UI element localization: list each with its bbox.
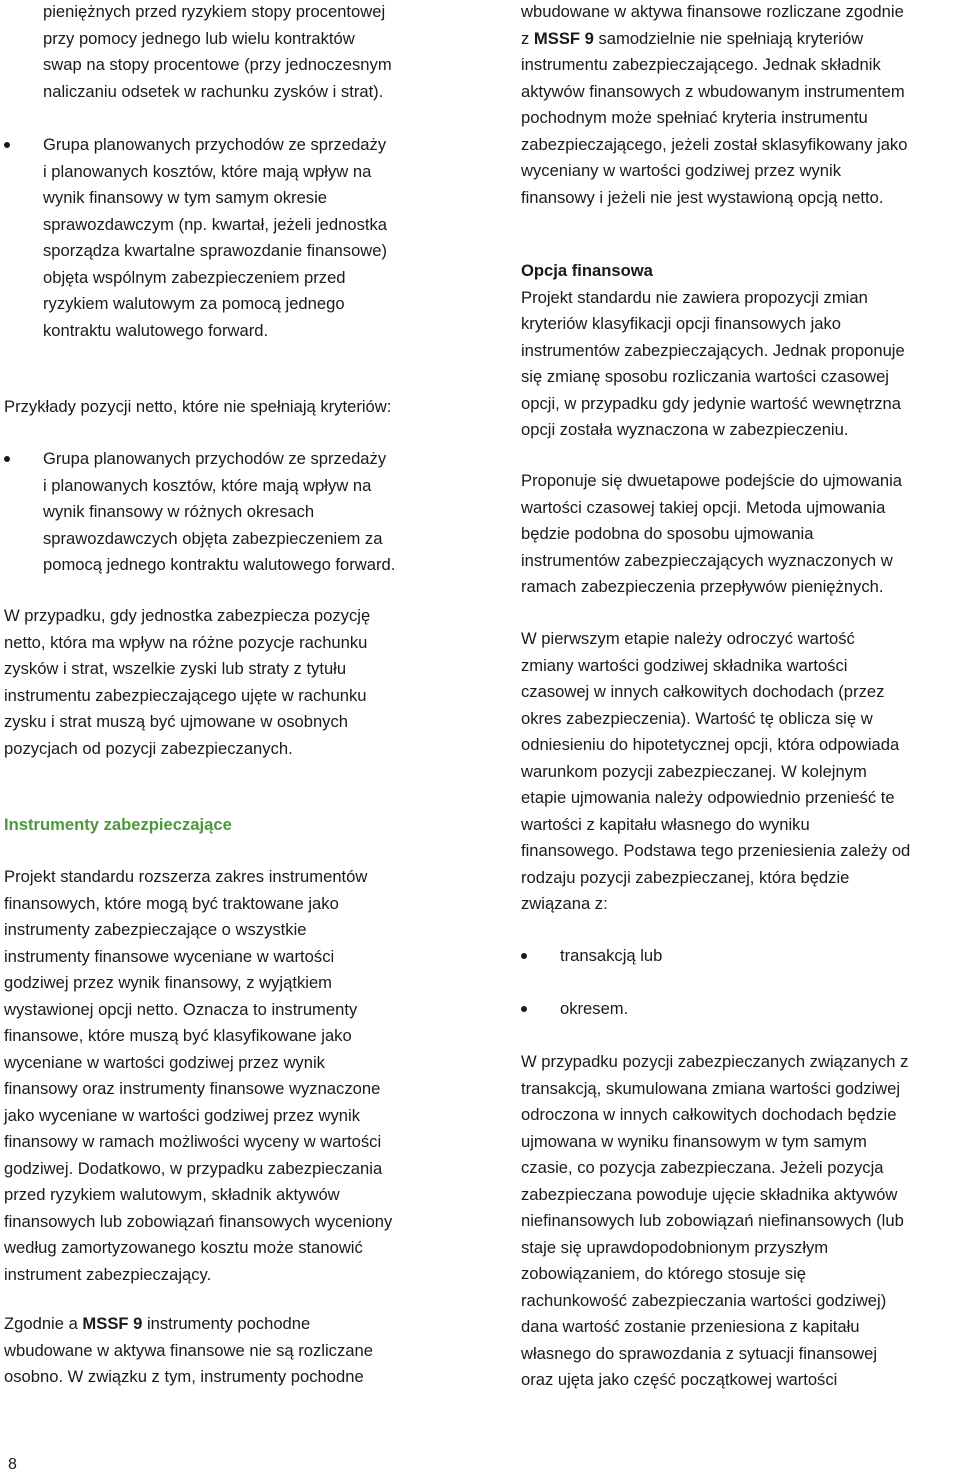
text-line: czasowej w innych całkowitych dochodach (przez xyxy=(521,682,885,701)
bullet-list-item xyxy=(4,446,395,579)
text-line: dana wartość zostanie przeniesiona z kapitału xyxy=(521,1317,860,1336)
text-line: wbudowane w aktywa finansowe nie są rozliczane xyxy=(4,1340,373,1360)
netto-examples-intro: Przykłady pozycji netto, które nie spełniają kryteriów: xyxy=(4,397,392,416)
text-line: osobno. W związku z tym, instrumenty pochodne xyxy=(4,1367,364,1386)
text-line: przed ryzykiem walutowym, składnik aktywów xyxy=(4,1185,340,1204)
text-line: finansowego. Podstawa tego przeniesienia zależy od xyxy=(521,841,911,860)
text-line: wynik finansowy w różnych okresach xyxy=(43,502,315,521)
text-line: instrumenty zabezpieczające o wszystkie xyxy=(4,920,307,939)
text-line: sprawozdawczym (np. kwartał, jeżeli jednostka xyxy=(43,214,387,234)
text-line: pozycjach od pozycji zabezpieczanych. xyxy=(4,738,293,758)
paragraph-transakcji xyxy=(521,1049,908,1394)
text-line: opcji, w przypadku gdy jedynie wartość wewnętrzna xyxy=(521,393,901,413)
text-line: finansowych, które mogą być traktowane jako xyxy=(4,893,339,913)
text-line: wartości z kapitału własnego do wyniku xyxy=(521,814,810,834)
text-line: okres zabezpieczenia). Wartość tę oblicza się w xyxy=(521,708,873,728)
paragraph-pierwszym xyxy=(521,626,910,918)
text-line: i planowanych kosztów, które mają wpływ na xyxy=(43,475,372,495)
text-line: pochodnym może spełniać kryteria instrumentu xyxy=(521,108,868,127)
text-line: Grupa planowanych przychodów ze sprzedaży xyxy=(43,135,387,154)
text-line: naliczaniu odsetek w rachunku zysków i strat). xyxy=(43,81,384,101)
text-line: objęta wspólnym zabezpieczeniem przed xyxy=(43,267,346,287)
text-line: ryzykiem walutowym za pomocą jednego xyxy=(43,294,345,313)
text-line: zmiany wartości godziwej składnika wartości xyxy=(521,655,848,675)
bullet-list-item xyxy=(521,943,662,970)
text-line: zabezpieczana powoduje ujęcie składnika aktywów xyxy=(521,1184,898,1204)
text-line: jako wyceniane w wartości godziwej przez wynik xyxy=(4,1105,360,1125)
intro-paragraph xyxy=(4,0,392,105)
paragraph-w-przypadku xyxy=(4,603,370,762)
text-line: finansowy i jeżeli nie jest wystawioną opcją netto. xyxy=(521,187,884,207)
text-line: Projekt standardu rozszerza zakres instrumentów xyxy=(4,867,368,886)
text-line: wyceniany w wartości godziwej przez wynik xyxy=(521,161,842,180)
text-line: etapie ujmowania należy odpowiednio przenieść te xyxy=(521,788,895,807)
paragraph-zgodnie xyxy=(4,1311,373,1391)
text-line: netto, która ma wpływ na różne pozycje rachunku xyxy=(4,632,368,652)
text-line: godziwej przez wynik finansowy, z wyjątkiem xyxy=(4,973,332,992)
text-line: godziwej. Dodatkowo, w przypadku zabezpieczania xyxy=(4,1158,383,1178)
text-line: będzie podobna do sposobu ujmowania xyxy=(521,524,814,543)
text-line: sporządza kwartalne sprawozdanie finansowe) xyxy=(43,241,388,260)
paragraph-projekt xyxy=(4,864,392,1288)
text-line: przy pomocy jednego lub wielu kontraktów xyxy=(43,28,355,48)
text-line: rachunkowość zabezpieczania wartości godziwej) xyxy=(521,1290,887,1310)
bullet-icon xyxy=(4,142,10,148)
text-line: finansowy w ramach możliwości wyceny w wartości xyxy=(4,1132,382,1151)
text-line: Proponuje się dwuetapowe podejście do ujmowania xyxy=(521,471,902,490)
standard-reference: MSSF 9 xyxy=(82,1314,143,1333)
text-line: finansowych lub zobowiązań finansowych wyceniony xyxy=(4,1211,393,1231)
text-line: wbudowane w aktywa finansowe rozliczane zgodnie xyxy=(521,2,904,21)
text-line: kontraktu walutowego forward. xyxy=(43,320,269,340)
bullet-icon xyxy=(521,953,527,959)
text-line: W przypadku pozycji zabezpieczanych związanych z xyxy=(521,1052,909,1071)
text-line: transakcją, skumulowana zmiana wartości godziwej xyxy=(521,1078,901,1098)
text-line: wystawionej opcji netto. Oznacza to instrumenty xyxy=(4,999,358,1019)
text-line: pomocą jednego kontraktu walutowego forward. xyxy=(43,555,396,574)
text-line: Zgodnie a MSSF 9 instrumenty pochodne xyxy=(4,1314,311,1333)
text-line: zabezpieczającego, jeżeli został sklasyfikowany jako xyxy=(521,134,908,154)
section-heading-opcja: Opcja finansowa xyxy=(521,261,653,280)
text-line: niefinansowych lub zobowiązań niefinansowych (lub xyxy=(521,1211,904,1230)
text-line: wartości czasowej takiej opcji. Metoda ujmowania xyxy=(521,497,886,517)
text-line: sprawozdawczych objęta zabezpieczeniem za xyxy=(43,528,383,548)
text-line: instrumentu zabezpieczającego ujęte w rachunku xyxy=(4,685,367,705)
text-line: W pierwszym etapie należy odroczyć wartość xyxy=(521,629,855,648)
text-line: czasie, co pozycja zabezpieczana. Jeżeli pozycja xyxy=(521,1158,884,1177)
bullet-list-item xyxy=(4,132,387,344)
text-line: W przypadku, gdy jednostka zabezpiecza pozycję xyxy=(4,606,371,625)
text-line: wynik finansowy w tym samym okresie xyxy=(43,188,328,207)
text-line: Grupa planowanych przychodów ze sprzedaży xyxy=(43,449,387,468)
text-line: ujmowana w wyniku finansowym w tym samym xyxy=(521,1131,867,1151)
text-line: rodzaju pozycji zabezpieczanej, która będzie xyxy=(521,867,850,887)
text-line: transakcją lub xyxy=(560,946,663,965)
page-number: 8 xyxy=(8,1456,17,1473)
text-line: wyceniane w wartości godziwej przez wynik xyxy=(4,1052,325,1072)
text-line: się zmianę sposobu rozliczania wartości czasowej xyxy=(521,367,889,386)
text-line: kryteriów klasyfikacji opcji finansowych jako xyxy=(521,314,842,333)
text-line: warunkom pozycji zabezpieczanej. W kolejnym xyxy=(521,761,867,781)
text-line: instrumentu zabezpieczającego. Jednak składnik xyxy=(521,55,881,74)
text-line: zysków i strat, wszelkie zyski lub straty z tytułu xyxy=(4,659,347,678)
bullet-icon xyxy=(521,1006,527,1012)
text-line: instrumentów zabezpieczających wyznaczonych w xyxy=(521,550,893,570)
text-line: staje się uprawdopodobnionym przyszłym xyxy=(521,1237,829,1257)
text-line: i planowanych kosztów, które mają wpływ na xyxy=(43,161,372,181)
text-line: własnego do sprawozdania z sytuacji finansowej xyxy=(521,1343,878,1363)
text-line: zysku i strat muszą być ujmowane w osobnych xyxy=(4,712,348,731)
bullet-icon xyxy=(4,456,10,462)
text-line: oraz ujęta jako część początkowej wartości xyxy=(521,1370,838,1389)
standard-reference: MSSF 9 xyxy=(533,28,594,48)
text-line: Projekt standardu nie zawiera propozycji zmian xyxy=(521,287,868,307)
text-line: według zamortyzowanego kosztu może stanowić xyxy=(4,1238,363,1257)
text-line: finansowy oraz instrumenty finansowe wyznaczone xyxy=(4,1079,381,1098)
text-line: pieniężnych przed ryzykiem stopy procentowej xyxy=(43,2,386,21)
text-line: ramach zabezpieczenia przepływów pieniężnych. xyxy=(521,577,884,596)
text-line: okresem. xyxy=(560,999,629,1018)
text-line: instrumenty finansowe wyceniane w wartości xyxy=(4,946,335,966)
text-line: instrument zabezpieczający. xyxy=(4,1264,212,1284)
text-line: odroczona w innych całkowitych dochodach będzie xyxy=(521,1105,897,1124)
section-opcja xyxy=(521,258,905,444)
text-line: z MSSF 9 samodzielnie nie spełniają kryteriów xyxy=(521,28,864,48)
paragraph-dwuetapowe xyxy=(521,468,902,601)
bullet-list-item xyxy=(521,996,628,1023)
text-line: swap na stopy procentowe (przy jednoczesnym xyxy=(43,55,392,74)
text-line: zobowiązaniem, do którego stosuje się xyxy=(521,1264,807,1283)
section-heading-instrumenty: Instrumenty zabezpieczające xyxy=(4,815,232,834)
text-line: aktywów finansowych z wbudowanym instrumentem xyxy=(521,81,905,101)
text-line: odniesieniu do hipotetycznej opcji, która odpowiada xyxy=(521,735,900,754)
paragraph-continuation xyxy=(521,0,907,211)
text-line: związana z: xyxy=(521,894,608,913)
text-line: opcji została wyznaczona w zabezpieczeniu. xyxy=(521,420,849,439)
text-line: finansowe, które muszą być klasyfikowane jako xyxy=(4,1026,352,1045)
text-line: instrumentów zabezpieczających. Jednak proponuje xyxy=(521,340,905,360)
